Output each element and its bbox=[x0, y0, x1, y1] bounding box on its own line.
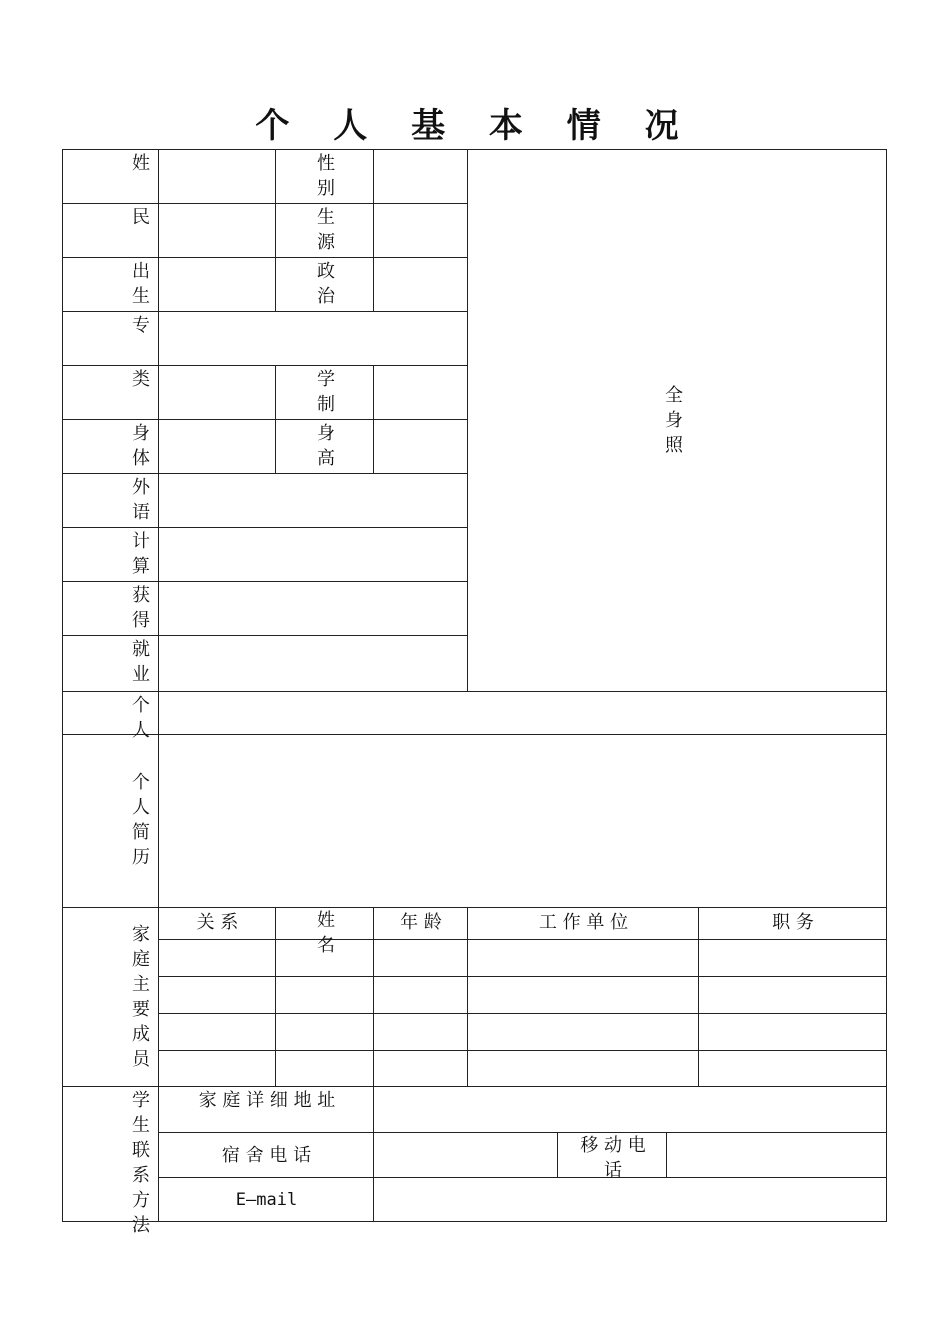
computer-label: 计算 bbox=[132, 531, 150, 577]
politics-label: 政治 bbox=[317, 261, 335, 307]
health-field[interactable] bbox=[158, 419, 276, 474]
family-cell[interactable] bbox=[373, 976, 468, 1014]
gender-label: 性别 bbox=[317, 153, 335, 199]
ethnicity-label: 民 bbox=[132, 207, 150, 228]
family-header-relation-label: 关 系 bbox=[196, 912, 239, 933]
family-cell[interactable] bbox=[158, 976, 276, 1014]
family-cell[interactable] bbox=[158, 1050, 276, 1087]
ethnicity-field[interactable] bbox=[158, 203, 276, 258]
awards-label: 获得 bbox=[132, 585, 150, 631]
gender-field[interactable] bbox=[373, 149, 468, 204]
mobile-label: 移 动 电 话 bbox=[580, 1135, 646, 1181]
name-label: 姓 bbox=[132, 153, 150, 174]
birth-field[interactable] bbox=[158, 257, 276, 312]
home-address-label: 家 庭 详 细 地 址 bbox=[198, 1090, 336, 1111]
email-field[interactable] bbox=[373, 1177, 887, 1222]
major-field[interactable] bbox=[158, 311, 468, 366]
personal-label: 个人 bbox=[132, 695, 150, 741]
resume-field[interactable] bbox=[158, 734, 887, 908]
study-length-label: 学制 bbox=[317, 369, 335, 415]
family-cell[interactable] bbox=[467, 1050, 699, 1087]
family-cell[interactable] bbox=[698, 976, 887, 1014]
awards-field[interactable] bbox=[158, 581, 468, 636]
family-cell[interactable] bbox=[158, 1013, 276, 1051]
language-label: 外语 bbox=[132, 477, 150, 523]
dorm-phone-label: 宿 舍 电 话 bbox=[221, 1145, 312, 1166]
resume-label: 个人简历 bbox=[132, 772, 150, 868]
family-header-name-label: 姓名 bbox=[317, 910, 335, 956]
family-cell[interactable] bbox=[467, 976, 699, 1014]
family-header-position-label: 职 务 bbox=[772, 912, 814, 933]
height-label: 身高 bbox=[317, 423, 335, 469]
category-field[interactable] bbox=[158, 365, 276, 420]
major-label: 专 bbox=[132, 315, 150, 336]
origin-label: 生源 bbox=[317, 207, 335, 253]
home-address-field[interactable] bbox=[373, 1086, 887, 1133]
birth-label: 出生 bbox=[132, 261, 150, 307]
name-field[interactable] bbox=[158, 149, 276, 204]
employment-label: 就业 bbox=[132, 639, 150, 685]
politics-field[interactable] bbox=[373, 257, 468, 312]
family-cell[interactable] bbox=[275, 1013, 374, 1051]
health-label: 身体 bbox=[132, 423, 150, 469]
family-cell[interactable] bbox=[467, 939, 699, 977]
family-cell[interactable] bbox=[373, 939, 468, 977]
family-header-age-label: 年 龄 bbox=[400, 912, 442, 933]
family-cell[interactable] bbox=[698, 1050, 887, 1087]
language-field[interactable] bbox=[158, 473, 468, 528]
email-label: E—mail bbox=[235, 1190, 298, 1210]
computer-field[interactable] bbox=[158, 527, 468, 582]
family-cell[interactable] bbox=[373, 1013, 468, 1051]
employment-field[interactable] bbox=[158, 635, 468, 692]
photo-label: 全身照 bbox=[665, 385, 683, 456]
dorm-phone-field[interactable] bbox=[373, 1132, 558, 1178]
family-cell[interactable] bbox=[373, 1050, 468, 1087]
family-cell[interactable] bbox=[158, 939, 276, 977]
study-length-field[interactable] bbox=[373, 365, 468, 420]
family-header-workplace-label: 工 作 单 位 bbox=[538, 912, 629, 933]
family-cell[interactable] bbox=[698, 939, 887, 977]
mobile-field[interactable] bbox=[666, 1132, 887, 1178]
family-label: 家庭主要成员 bbox=[132, 924, 150, 1070]
origin-field[interactable] bbox=[373, 203, 468, 258]
family-cell[interactable] bbox=[275, 976, 374, 1014]
family-cell[interactable] bbox=[275, 1050, 374, 1087]
family-cell[interactable] bbox=[467, 1013, 699, 1051]
family-cell[interactable] bbox=[698, 1013, 887, 1051]
contact-label: 学生联系方法 bbox=[132, 1090, 150, 1236]
page-title: 个 人 基 本 情 况 bbox=[255, 106, 695, 146]
personal-field[interactable] bbox=[158, 691, 887, 735]
category-label: 类 bbox=[132, 369, 150, 390]
height-field[interactable] bbox=[373, 419, 468, 474]
